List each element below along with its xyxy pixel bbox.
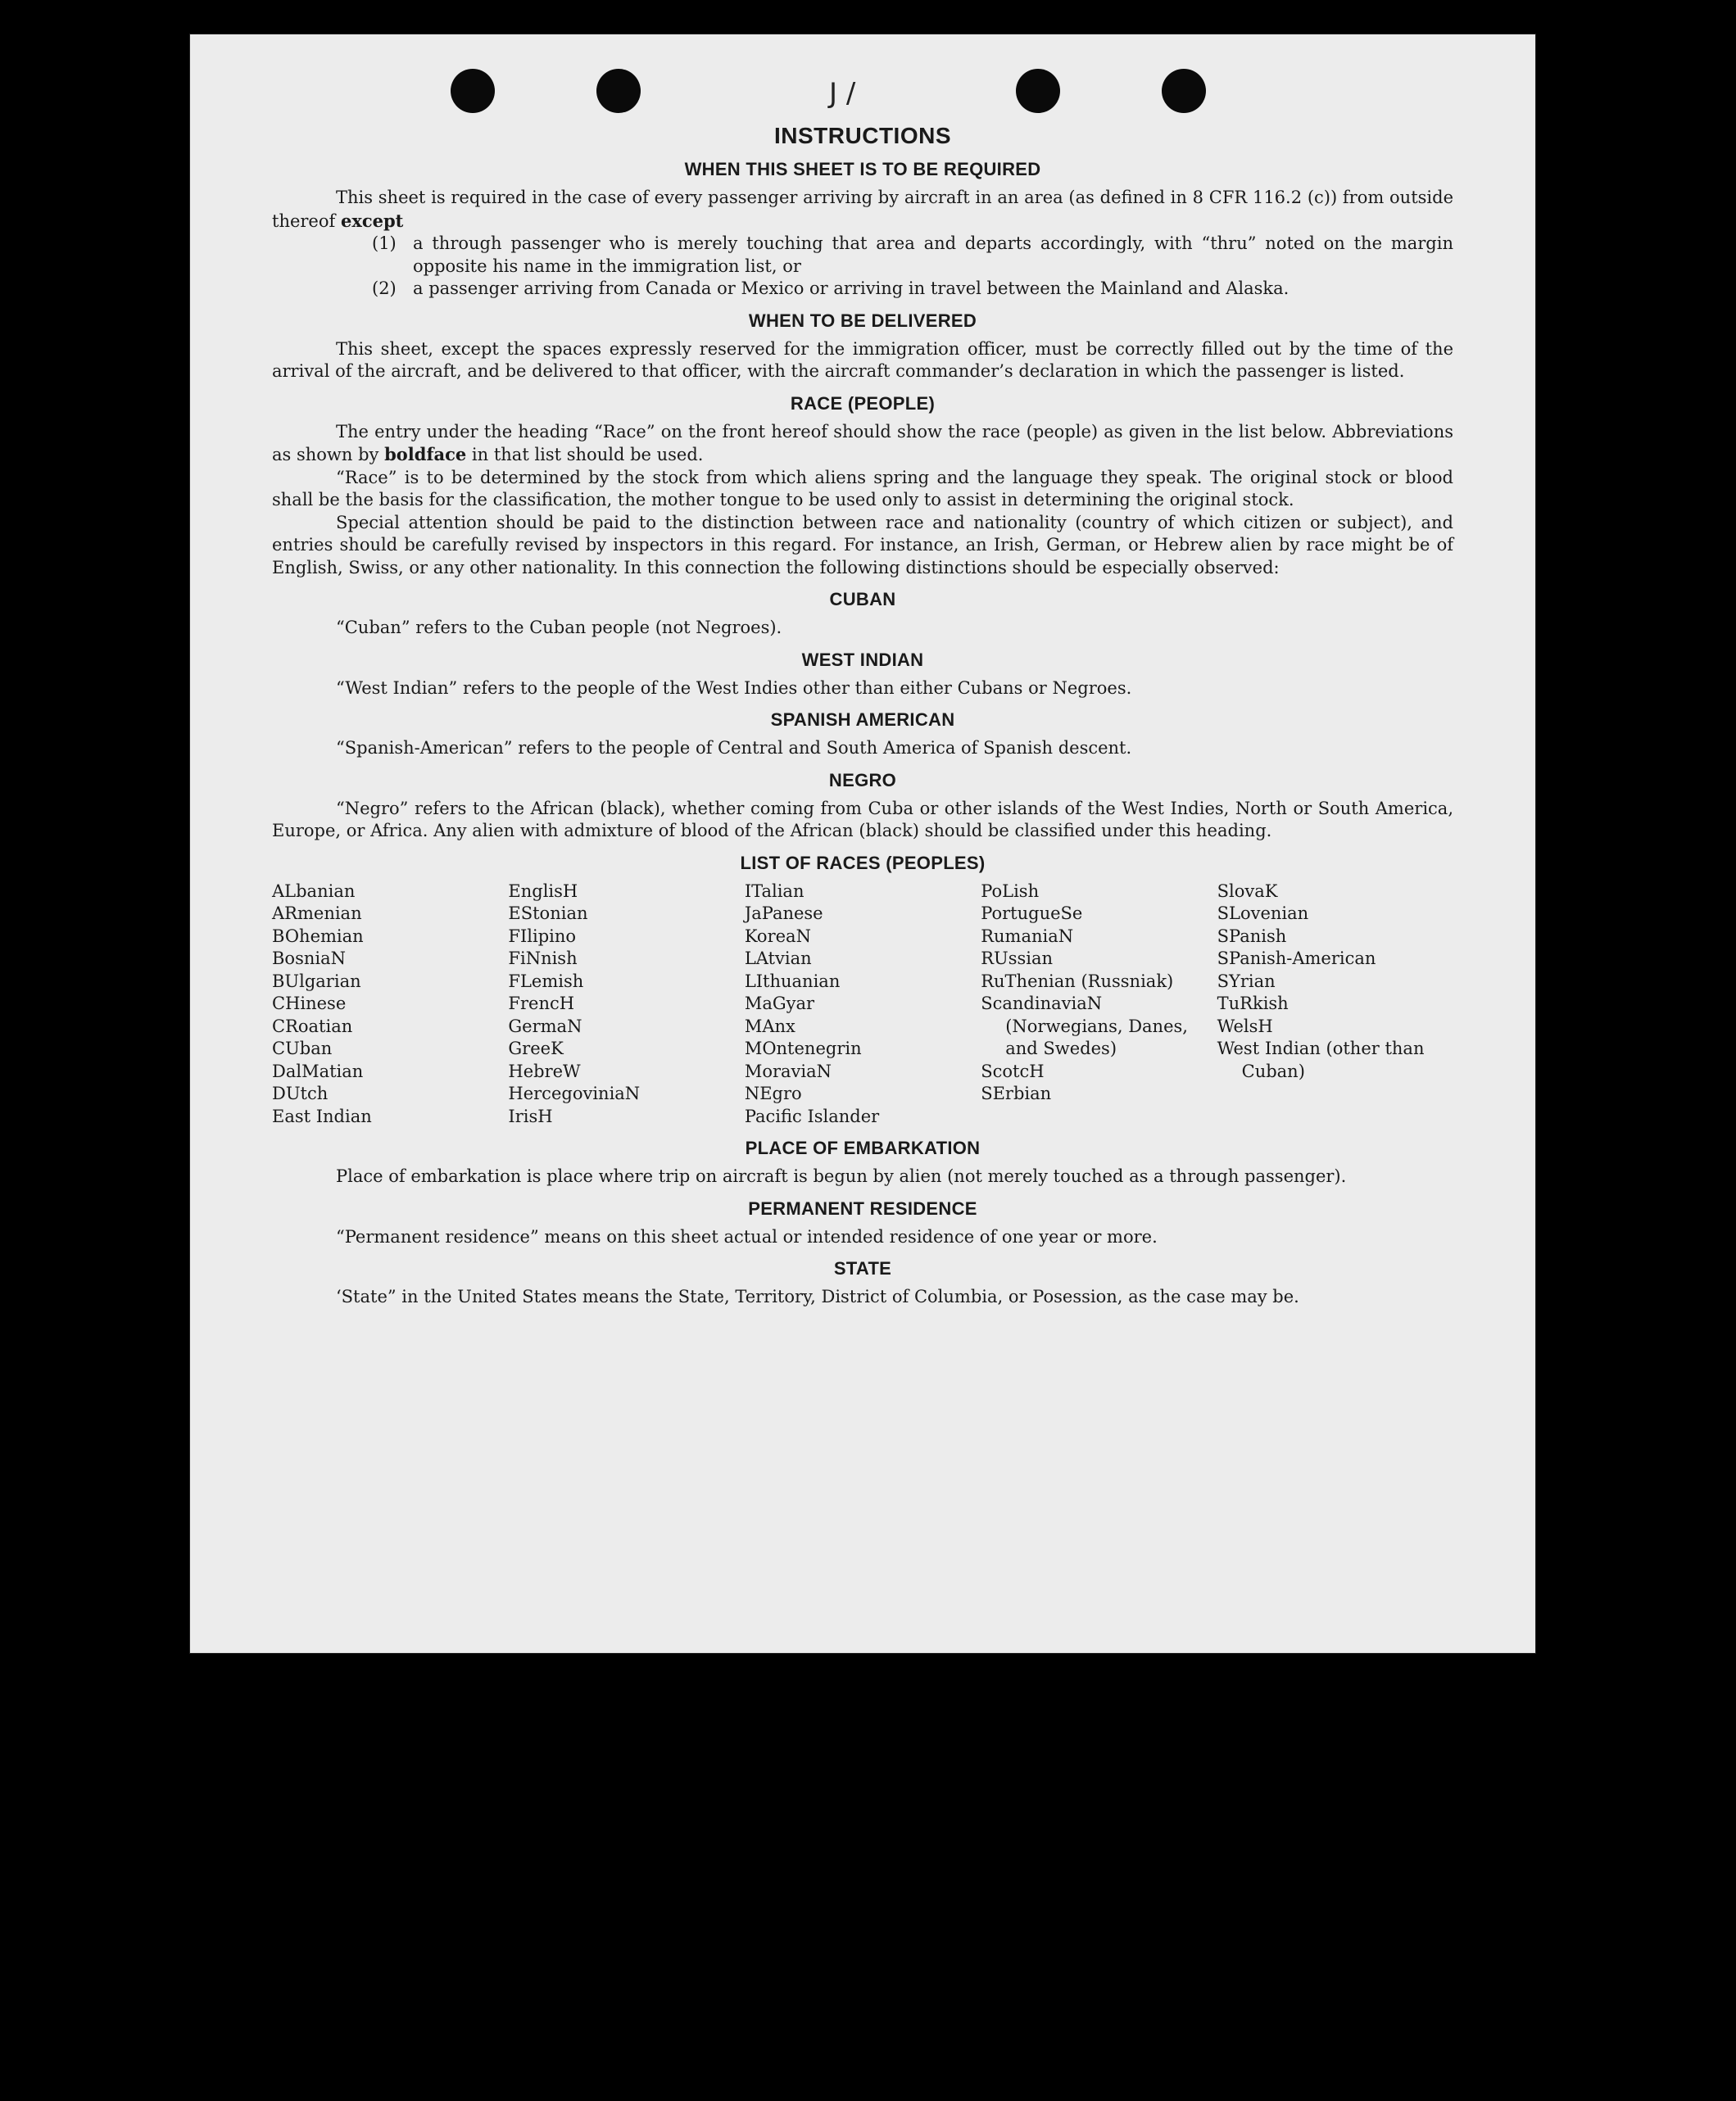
- race-entry: PortugueSe: [981, 903, 1083, 923]
- race-entry: MAnx: [744, 1016, 795, 1036]
- permanent-residence-text: “Permanent residence” means on this sheet actual or intended residence of one year or more.: [336, 1226, 1158, 1247]
- punch-hole-2: [596, 69, 641, 113]
- race-entry: SLovenian: [1217, 903, 1309, 923]
- race-entry: LIthuanian: [744, 971, 841, 991]
- race-entry: RuThenian (Russniak): [981, 971, 1174, 991]
- race-entry: West Indian (other than Cuban): [1217, 1039, 1425, 1081]
- heading-negro: NEGRO: [828, 769, 897, 790]
- race-entry: HercegoviniaN: [508, 1084, 641, 1103]
- race-entry: ARmenian: [272, 903, 362, 923]
- race-entry: HebreW: [508, 1061, 581, 1081]
- embarkation-text: Place of embarkation is place where trip on aircraft is begun by alien (not merely touched as a through passenger).: [336, 1166, 1347, 1186]
- delivered-text: This sheet, except the spaces expressly reserved for the immigration officer, must be correctly filled out by the time of the arrival of the aircraft, and be delivered to that officer, with the aircraft commander’s declaration in which the passenger is listed.: [272, 338, 1453, 381]
- race-entry: FiNnish: [508, 949, 578, 968]
- heading-state: STATE: [833, 1258, 892, 1279]
- race-entry: MaGyar: [744, 994, 815, 1013]
- race-entry: RUssian: [981, 949, 1054, 968]
- race-entry: SErbian: [981, 1084, 1052, 1103]
- race-entry: ALbanian: [272, 881, 356, 901]
- race-entry: MOntenegrin: [744, 1039, 862, 1058]
- race-entry: CUban: [272, 1039, 333, 1058]
- handwritten-mark: J /: [829, 77, 856, 110]
- race-entry: ScandinaviaN (Norwegians, Danes, and Swedes): [981, 994, 1188, 1058]
- race-entry: ScotcH: [981, 1061, 1045, 1081]
- race-entry: East Indian: [272, 1106, 372, 1126]
- heading-required: WHEN THIS SHEET IS TO BE REQUIRED: [684, 159, 1041, 179]
- punch-hole-3: [1016, 69, 1060, 113]
- heading-permanent-residence: PERMANENT RESIDENCE: [748, 1198, 977, 1219]
- heading-cuban: CUBAN: [829, 589, 896, 609]
- race-entry: FrencH: [508, 994, 575, 1013]
- race-entry: BOhemian: [272, 926, 364, 946]
- race-entry: DUtch: [272, 1084, 329, 1103]
- page-title: INSTRUCTIONS: [774, 123, 951, 148]
- races-column-2: [508, 881, 744, 1129]
- race-entry: WelsH: [1217, 1016, 1273, 1036]
- race-entry: GermaN: [508, 1016, 582, 1036]
- race-entry: JaPanese: [744, 903, 823, 923]
- race-entry: FIlipino: [508, 926, 577, 946]
- race-paragraph-2: “Race” is to be determined by the stock from which aliens spring and the language they speak. The original stock or blood shall be the basis for the classification, the mother tongue to be used only to assist in determining the original stock.: [272, 467, 1453, 509]
- required-item-1: (1) a through passenger who is merely touching that area and departs accordingly, with “thru” noted on the margin opposite his name in the immigration list, or: [372, 233, 1453, 276]
- races-list: [272, 881, 1453, 1129]
- race-entry: SPanish-American: [1217, 949, 1376, 968]
- race-entry: SlovaK: [1217, 881, 1278, 901]
- race-entry: SYrian: [1217, 971, 1276, 991]
- race-entry: ITalian: [744, 881, 805, 901]
- heading-delivered: WHEN TO BE DELIVERED: [748, 310, 977, 331]
- race-entry: CHinese: [272, 994, 347, 1013]
- negro-text: “Negro” refers to the African (black), whether coming from Cuba or other islands of the West Indies, North or South America, Europe, or Africa. Any alien with admixture of blood of the African (black) should be classified under this heading.: [272, 798, 1453, 840]
- race-entry: NEgro: [744, 1084, 802, 1103]
- race-entry: EStonian: [508, 903, 588, 923]
- race-entry: FLemish: [508, 971, 584, 991]
- race-entry: IrisH: [508, 1106, 553, 1126]
- race-entry: DalMatian: [272, 1061, 364, 1081]
- races-column-3: [745, 881, 981, 1129]
- race-entry: PoLish: [981, 881, 1040, 901]
- instructions-content: [272, 123, 1453, 1309]
- heading-race: RACE (PEOPLE): [790, 392, 936, 414]
- west-indian-text: “West Indian” refers to the people of the West Indies other than either Cubans or Negroes.: [336, 677, 1132, 698]
- race-entry: RumaniaN: [981, 926, 1074, 946]
- required-item-2: (2) a passenger arriving from Canada or Mexico or arriving in travel between the Mainland and Alaska.: [372, 278, 1290, 298]
- race-entry: LAtvian: [744, 949, 812, 968]
- race-entry: TuRkish: [1217, 994, 1289, 1013]
- races-column-4: [981, 881, 1217, 1129]
- race-entry: CRoatian: [272, 1016, 353, 1036]
- cuban-text: “Cuban” refers to the Cuban people (not Negroes).: [336, 618, 782, 637]
- race-entry: BosniaN: [272, 949, 346, 968]
- race-entry: EnglisH: [508, 881, 578, 901]
- race-entry: SPanish: [1217, 926, 1287, 946]
- race-paragraph-3: Special attention should be paid to the distinction between race and nationality (country of which citizen or subject), and entries should be carefully revised by inspectors in this regard. For instance, an Irish, German, or Hebrew alien by race might be of English, Swiss, or any other nationality. In this connection the following distinctions should be especially observed:: [272, 512, 1453, 577]
- state-text: ‘State” in the United States means the State, Territory, District of Columbia, or Posession, as the case may be.: [336, 1287, 1299, 1306]
- spanish-american-text: “Spanish-American” refers to the people of Central and South America of Spanish descent.: [336, 738, 1132, 758]
- race-entry: BUlgarian: [272, 971, 361, 991]
- heading-list-of-races: LIST OF RACES (PEOPLES): [740, 852, 986, 873]
- heading-spanish-american: SPANISH AMERICAN: [770, 709, 955, 730]
- punch-hole-1: [451, 69, 495, 113]
- race-paragraph-1: The entry under the heading “Race” on the front hereof should show the race (people) as given in the list below. Abbreviations as shown by boldface in that list should be used.: [272, 421, 1453, 464]
- race-entry: GreeK: [508, 1039, 564, 1058]
- race-entry: KoreaN: [744, 926, 811, 946]
- document-page: [190, 34, 1535, 1653]
- races-column-1: [272, 881, 508, 1129]
- heading-west-indian: WEST INDIAN: [801, 649, 924, 670]
- race-entry: MoraviaN: [744, 1061, 832, 1081]
- heading-embarkation: PLACE OF EMBARKATION: [745, 1138, 981, 1158]
- punch-hole-4: [1162, 69, 1206, 113]
- races-column-5: [1217, 881, 1453, 1129]
- required-intro: This sheet is required in the case of every passenger arriving by aircraft in an area (as defined in 8 CFR 116.2 (c)) from outside thereof except: [272, 188, 1453, 231]
- race-entry: Pacific Islander: [744, 1106, 880, 1126]
